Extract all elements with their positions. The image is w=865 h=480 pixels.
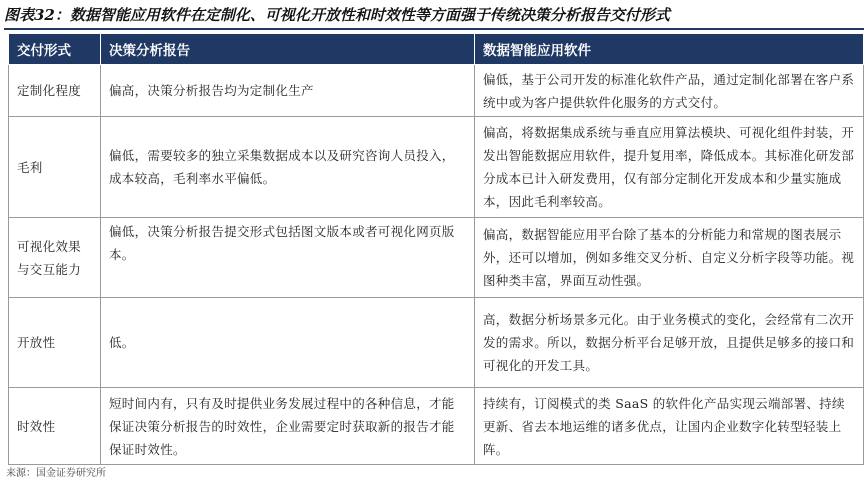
- comparison-table: [8, 33, 864, 465]
- page-title: 图表32：数据智能应用软件在定制化、可视化开放性和时效性等方面强于传统决策分析报告交付形式: [4, 6, 670, 24]
- row-label: 毛利: [9, 117, 101, 218]
- report-cell: 偏低，决策分析报告提交形式包括图文版本或者可视化网页版本。: [101, 218, 475, 298]
- table-row: [9, 65, 864, 117]
- software-cell: 持续有，订阅模式的类 SaaS 的软件化产品实现云端部署、持续更新、省去本地运维的诸多优点，让国内企业数字化转型轻装上阵。: [475, 388, 864, 465]
- header-delivery-form: 交付形式: [9, 34, 101, 65]
- row-label: 时效性: [9, 388, 101, 465]
- report-cell: 低。: [101, 298, 475, 388]
- header-data-software: 数据智能应用软件: [475, 34, 864, 65]
- row-label: 定制化程度: [9, 65, 101, 117]
- software-cell: 偏高，将数据集成系统与垂直应用算法模块、可视化组件封装，开发出智能数据应用软件，提升复用率，降低成本。其标准化研发部分成本已计入研发费用，仅有部分定制化开发成本和少量实施成本，因此毛利率较高。: [475, 117, 864, 218]
- row-label: 可视化效果与交互能力: [9, 218, 101, 298]
- title-divider: [4, 28, 864, 30]
- report-cell: 短时间内有，只有及时提供业务发展过程中的各种信息，才能保证决策分析报告的时效性，企业需要定时获取新的报告才能保证时效性。: [101, 388, 475, 465]
- software-cell: 偏低，基于公司开发的标准化软件产品，通过定制化部署在客户系统中或为客户提供软件化服务的方式交付。: [475, 65, 864, 117]
- row-label: 开放性: [9, 298, 101, 388]
- software-cell: 偏高，数据智能应用平台除了基本的分析能力和常规的图表展示外，还可以增加，例如多维交叉分析、自定义分析字段等功能。视图种类丰富，界面互动性强。: [475, 218, 864, 298]
- table-header-row: [9, 34, 864, 65]
- table-row: [9, 388, 864, 465]
- report-cell: 偏高，决策分析报告均为定制化生产: [101, 65, 475, 117]
- source-note: 来源：国金证券研究所: [6, 468, 106, 479]
- header-decision-report: 决策分析报告: [101, 34, 475, 65]
- table-row: [9, 298, 864, 388]
- table-row: [9, 117, 864, 218]
- report-cell: 偏低，需要较多的独立采集数据成本以及研究咨询人员投入，成本较高，毛利率水平偏低。: [101, 117, 475, 218]
- software-cell: 高，数据分析场景多元化。由于业务模式的变化，会经常有二次开发的需求。所以，数据分析平台足够开放，且提供足够多的接口和可视化的开发工具。: [475, 298, 864, 388]
- table-row: [9, 218, 864, 298]
